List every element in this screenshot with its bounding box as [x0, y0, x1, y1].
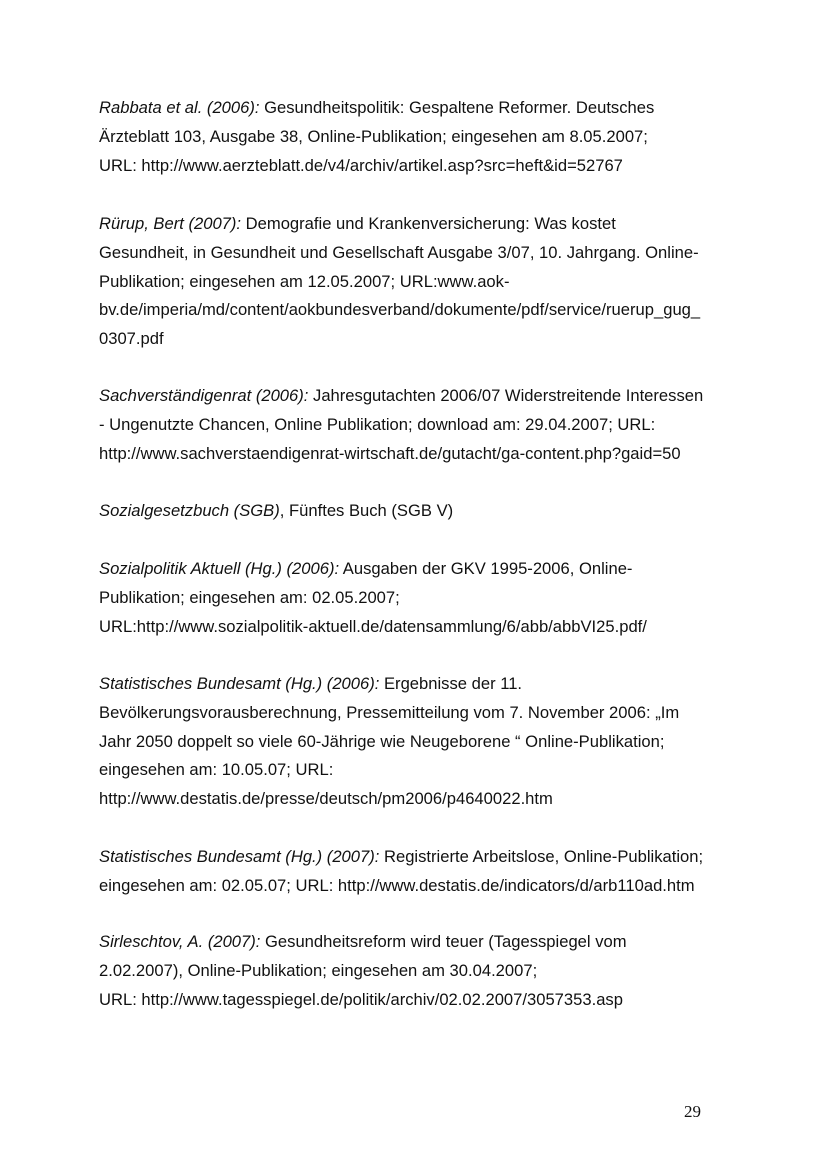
reference-author: Sozialgesetzbuch (SGB)	[99, 501, 280, 520]
reference-line: 0307.pdf	[99, 329, 164, 349]
reference-author: Sirleschtov, A. (2007):	[99, 932, 261, 951]
reference-line	[99, 497, 453, 526]
reference-line: Ärzteblatt 103, Ausgabe 38, Online-Publikation; eingesehen am 8.05.2007;	[99, 126, 648, 146]
reference-author: Sachverständigenrat (2006):	[99, 386, 309, 405]
reference-author: Sozialpolitik Aktuell (Hg.) (2006):	[99, 559, 340, 578]
reference-line	[99, 555, 647, 584]
reference-entry	[99, 210, 700, 354]
reference-line: URL:http://www.sozialpolitik-aktuell.de/datensammlung/6/abb/abbVI25.pdf/	[99, 616, 647, 636]
reference-entry	[99, 670, 679, 814]
reference-entry	[99, 843, 703, 901]
reference-author: Rürup, Bert (2007):	[99, 214, 242, 233]
reference-line: Publikation; eingesehen am: 02.05.2007;	[99, 587, 400, 607]
reference-line	[99, 928, 627, 957]
reference-entry	[99, 497, 453, 526]
reference-text: , Fünftes Buch (SGB V)	[279, 501, 454, 520]
reference-text: Ausgaben der GKV 1995-2006, Online-	[339, 559, 633, 578]
reference-line: Bevölkerungsvorausberechnung, Pressemitteilung vom 7. November 2006: „Im	[99, 702, 680, 722]
reference-line: http://www.destatis.de/presse/deutsch/pm2006/p4640022.htm	[99, 789, 553, 809]
reference-line: Gesundheit, in Gesundheit und Gesellschaft Ausgabe 3/07, 10. Jahrgang. Online-	[99, 242, 699, 262]
reference-text: Ergebnisse der 11.	[379, 674, 523, 693]
reference-text: Gesundheitspolitik: Gespaltene Reformer. Deutsches	[259, 98, 655, 117]
reference-line: 2.02.2007), Online-Publikation; eingesehen am 30.04.2007;	[99, 960, 538, 980]
reference-author: Statistisches Bundesamt (Hg.) (2007):	[99, 847, 380, 866]
reference-line	[99, 843, 703, 872]
reference-entry	[99, 382, 703, 468]
reference-line	[99, 382, 703, 411]
reference-entry	[99, 94, 654, 180]
reference-line: http://www.sachverstaendigenrat-wirtschaft.de/gutacht/ga-content.php?gaid=50	[99, 443, 681, 463]
reference-line: URL: http://www.aerzteblatt.de/v4/archiv/artikel.asp?src=heft&id=52767	[99, 155, 623, 175]
reference-line: - Ungenutzte Chancen, Online Publikation; download am: 29.04.2007; URL:	[99, 414, 656, 434]
reference-author: Rabbata et al. (2006):	[99, 98, 260, 117]
reference-line	[99, 94, 654, 123]
reference-line: Jahr 2050 doppelt so viele 60-Jährige wie Neugeborene “ Online-Publikation;	[99, 731, 665, 751]
reference-line: bv.de/imperia/md/content/aokbundesverband/dokumente/pdf/service/ruerup_gug_	[99, 300, 701, 320]
page-number: 29	[684, 1102, 701, 1121]
reference-text: Demografie und Krankenversicherung: Was kostet	[241, 214, 616, 233]
reference-line: eingesehen am: 10.05.07; URL:	[99, 760, 334, 780]
reference-entry	[99, 555, 647, 641]
reference-line	[99, 670, 679, 699]
reference-author: Statistisches Bundesamt (Hg.) (2006):	[99, 674, 380, 693]
reference-line: eingesehen am: 02.05.07; URL: http://www.destatis.de/indicators/d/arb110ad.htm	[99, 875, 695, 895]
reference-entry	[99, 928, 627, 1014]
reference-text: Gesundheitsreform wird teuer (Tagesspiegel vom	[260, 932, 627, 951]
reference-line: Publikation; eingesehen am 12.05.2007; URL:www.aok-	[99, 271, 510, 291]
reference-text: Jahresgutachten 2006/07 Widerstreitende Interessen	[308, 386, 704, 405]
reference-text: Registrierte Arbeitslose, Online-Publikation;	[379, 847, 704, 866]
reference-line: URL: http://www.tagesspiegel.de/politik/archiv/02.02.2007/3057353.asp	[99, 989, 623, 1009]
reference-line	[99, 210, 700, 239]
